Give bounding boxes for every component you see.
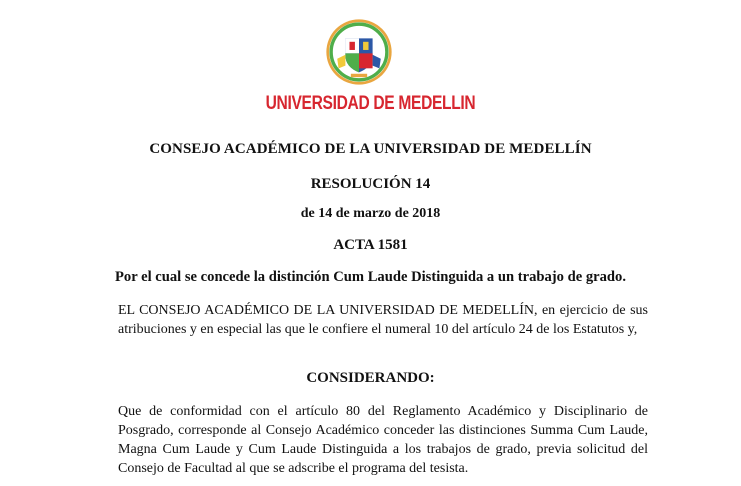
resolution-date: de 14 de marzo de 2018 bbox=[300, 206, 441, 221]
considerando-heading: CONSIDERANDO: bbox=[306, 370, 435, 386]
council-heading: CONSEJO ACADÉMICO DE LA UNIVERSIDAD DE MEDELLÍN bbox=[149, 141, 592, 157]
acta-number: ACTA 1581 bbox=[333, 237, 408, 253]
considerando-paragraph: Que de conformidad con el artículo 80 del Reglamento Académico y Disciplinario de Posgrado, corresponde al Consejo Académico conceder las distinciones Summa Cum Laude, Magna Cum Laude y Cum Laude Distinguida a los trabajos de grado, previa solicitud del Consejo de Facultad al que se adscribe el programa del tesista. bbox=[118, 404, 648, 476]
resolution-subject: Por el cual se concede la distinción Cum Laude Distinguida a un trabajo de grado. bbox=[115, 269, 626, 285]
university-seal-logo bbox=[325, 18, 393, 86]
institution-wordmark: UNIVERSIDAD DE MEDELLIN bbox=[265, 93, 476, 114]
resolution-number: RESOLUCIÓN 14 bbox=[310, 176, 431, 192]
intro-paragraph: EL CONSEJO ACADÉMICO DE LA UNIVERSIDAD DE MEDELLÍN, en ejercicio de sus atribuciones y en especial las que le confiere el numeral 10 del artículo 24 de los Estatutos y, bbox=[118, 303, 648, 337]
